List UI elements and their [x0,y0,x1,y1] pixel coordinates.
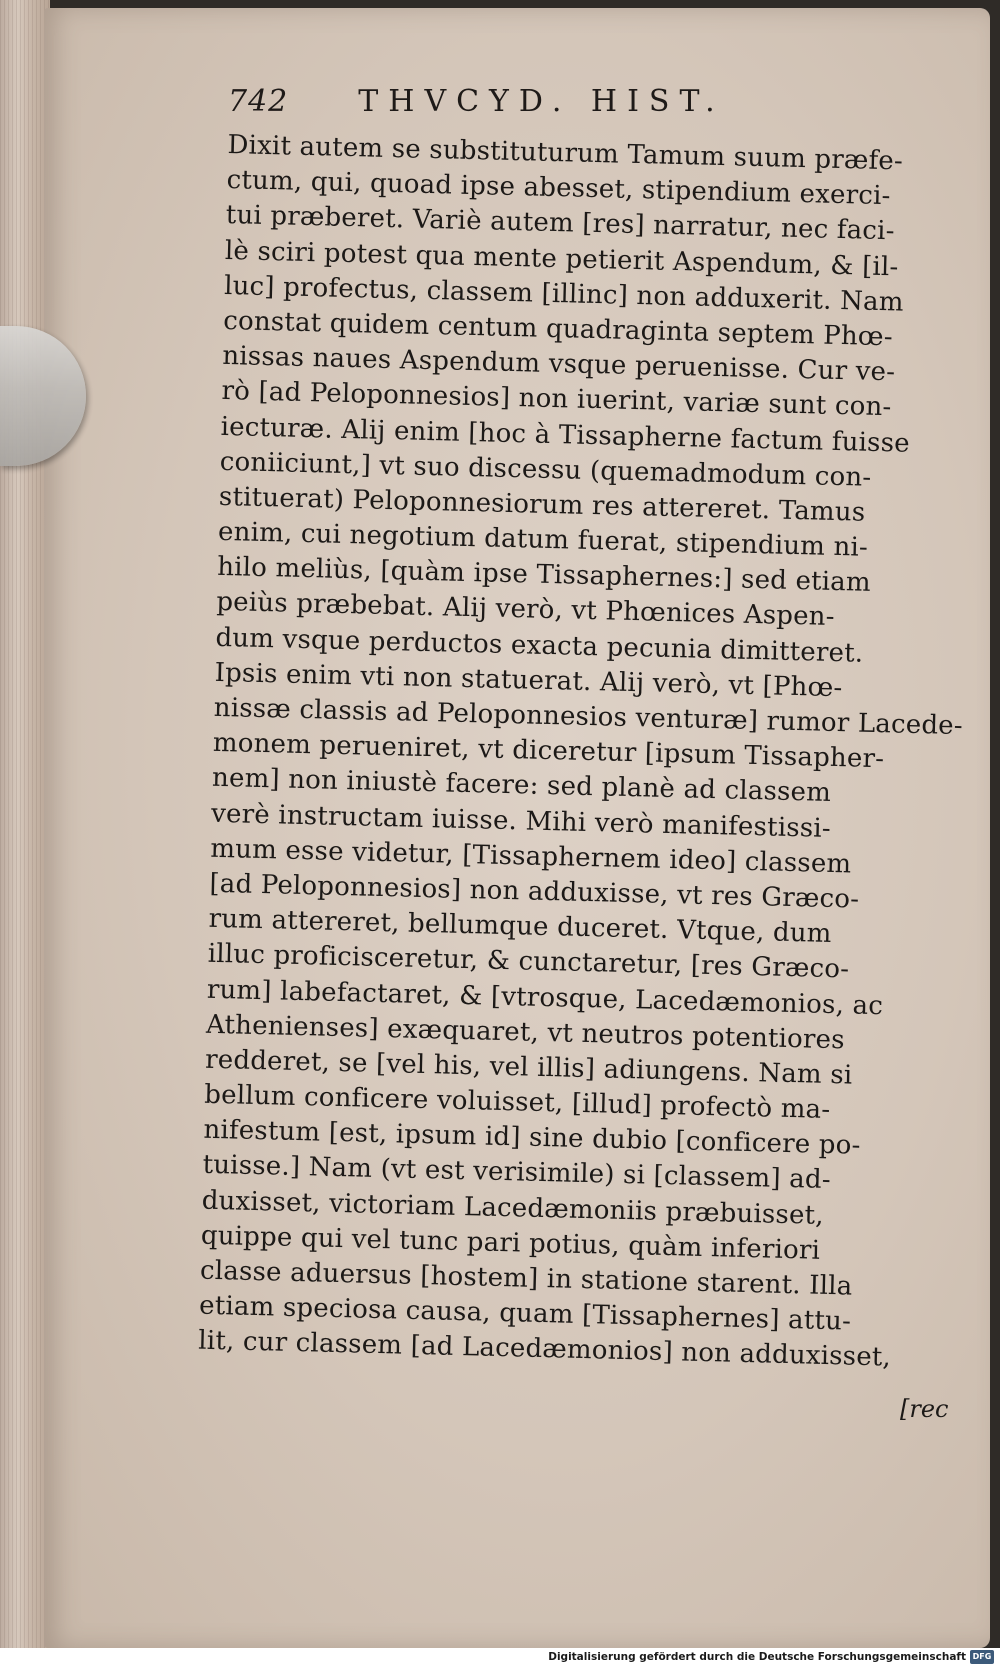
text-line: constat quidem centum quadraginta septem Phœ- [222,305,894,353]
page-edge-stack [0,0,50,1667]
text-line: duxisset, victoriam Lacedæmoniis præbuisset, [201,1185,825,1231]
text-line: Ipsis enim vti non statuerat. Alij verò, vt [Phœ- [214,657,843,703]
catchword: [rec [900,1395,949,1423]
text-line: lè sciri potest qua mente petierit Aspendum, & [il- [224,235,899,282]
text-line: dum vsque perductos exacta pecunia dimitteret. [215,622,864,669]
text-line: Dixit autem se substituturum Tamum suum præfe- [227,129,904,177]
text-line: rum] labefactaret, & [vtrosque, Lacedæmonios, ac [206,974,884,1021]
text-line: tuisse.] Nam (vt est verisimile) si [classem] ad- [202,1150,832,1196]
text-line: rum attereret, bellumque duceret. Vtque, dum [208,903,832,950]
text-line: rò [ad Peloponnesios] non iuerint, variæ sunt con- [221,376,892,423]
text-line: quippe qui vel tunc pari potius, quàm inferiori [200,1220,821,1266]
text-line: lit, cur classem [ad Lacedæmonios] non adduxisset, [197,1326,892,1373]
text-line: redderet, se [vel his, vel illis] adiungens. Nam si [204,1044,853,1091]
text-line: stituerat) Peloponnesiorum res attereret. Tamus [218,481,866,528]
text-line: ctum, qui, quoad ipse abesset, stipendium exerci- [226,165,891,212]
text-line: bellum conficere voluisset, [illud] profectò ma- [204,1079,831,1126]
body-text [197,128,964,1377]
running-head [228,84,948,124]
text-line: tui præberet. Variè autem [res] narratur, nec faci- [225,200,895,247]
running-title: THVCYD. HIST. [358,84,725,119]
text-line: nem] non iniustè facere: sed planè ad classem [211,763,832,809]
text-line: nifestum [est, ipsum id] sine dubio [conficere po- [203,1114,861,1162]
text-line: hilo meliùs, [quàm ipse Tissaphernes:] sed etiam [216,552,872,599]
text-line: classe aduersus [hostem] in statione starent. Illa [199,1255,853,1302]
text-line: coniiciunt,] vt suo discessu (quemadmodum con- [219,446,872,493]
text-line: luc] profectus, classem [illinc] non adduxerit. Nam [223,270,905,318]
text-line: etiam speciosa causa, quam [Tissaphernes] attu- [198,1290,852,1337]
dfg-logo-icon: DFG [970,1650,994,1664]
page-number: 742 [228,84,289,119]
text-line: nissæ classis ad Peloponnesios venturæ] rumor Lacede- [213,692,964,742]
text-line: enim, cui negotium datum fuerat, stipendium ni- [217,516,869,563]
text-line: Athenienses] exæquaret, vt neutros potentiores [205,1009,846,1056]
text-line: nissas naues Aspendum vsque peruenisse. Cur ve- [222,341,896,388]
text-line: iecturæ. Alij enim [hoc à Tissapherne factum fuisse [220,411,911,459]
text-line: [ad Peloponnesios] non adduxisse, vt res Græco- [209,868,860,915]
text-line: illuc proficisceretur, & cunctaretur, [res Græco- [207,939,850,985]
text-line: monem perueniret, vt diceretur [ipsum Tissapher- [212,728,885,775]
text-line: verè instructam iuisse. Mihi verò manifestissi- [210,798,832,844]
text-line: mum esse videtur, [Tissaphernem ideo] classem [210,833,852,880]
funding-credit: Digitalisierung gefördert durch die Deutsche Forschungsgemeinschaft [548,1651,966,1663]
text-line: peiùs præbebat. Alij verò, vt Phœnices Aspen- [216,587,836,633]
